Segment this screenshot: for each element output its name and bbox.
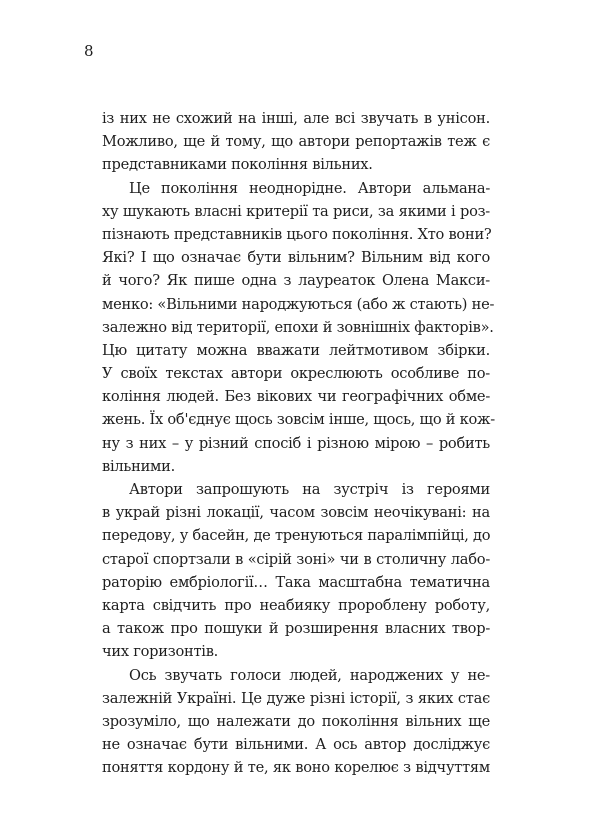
text-line: пізнають представників цього покоління. Хто вони? (102, 225, 492, 243)
text-line: в украй різні локації, часом зовсім неочікувані: на (102, 504, 490, 522)
text-line: залежній Україні. Це дуже різні історії, з яких стає (102, 689, 490, 707)
text-line: карта свідчить про неабияку пророблену роботу, (102, 596, 490, 614)
text-line: а також про пошуки й розширення власних твор- (102, 620, 490, 638)
text-line: залежно від території, епохи й зовнішніх факторів». (102, 318, 494, 336)
text-line: Цю цитату можна вважати лейтмотивом збірки. (102, 341, 490, 359)
text-line: ху шукають власні критерії та риси, за якими і роз- (102, 202, 490, 220)
text-line: зрозуміло, що належати до покоління вільних ще (102, 712, 490, 730)
text-line: передову, у басейн, де тренуються паралімпійці, до (102, 527, 491, 545)
text-line: представниками покоління вільних. (102, 156, 373, 174)
text-line: У своїх текстах автори окреслюють особливе по- (102, 365, 490, 383)
text-line: жень. Їх об'єднує щось зовсім інше, щось, що й кож- (102, 411, 495, 429)
paragraph-first-line: Ось звучать голоси людей, народжених у не- (129, 666, 490, 684)
paragraph-first-line: Це покоління неоднорідне. Автори альмана- (129, 179, 490, 197)
text-line: із них не схожий на інші, але всі звучать в унісон. (102, 110, 490, 127)
text-line: менко: «Вільними народжуються (або ж стають) не- (102, 295, 495, 313)
page-number: 8 (84, 42, 94, 60)
text-line: вільними. (102, 457, 176, 475)
text-line: не означає бути вільними. А ось автор досліджує (102, 736, 490, 754)
text-line: чих горизонтів. (102, 643, 219, 661)
text-line: Можливо, ще й тому, що автори репортажів теж є (102, 133, 490, 151)
text-line: й чого? Як пише одна з лауреаток Олена Макси- (102, 272, 490, 290)
paragraph-first-line: Автори запрошують на зустріч із героями (129, 481, 490, 498)
text-line: ну з них – у різний спосіб і різною мірою – робить (102, 434, 490, 452)
text-line: коління людей. Без вікових чи географічних обме- (102, 388, 490, 406)
body-text (102, 107, 495, 779)
text-line: раторію ембріології… Така масштабна тематична (102, 573, 490, 591)
text-line: Які? І що означає бути вільним? Вільним від кого (102, 249, 490, 267)
text-line: поняття кордону й те, як воно корелює з відчуттям (102, 759, 490, 777)
text-line: старої спортзали в «сірій зоні» чи в столичну лабо- (102, 550, 490, 568)
